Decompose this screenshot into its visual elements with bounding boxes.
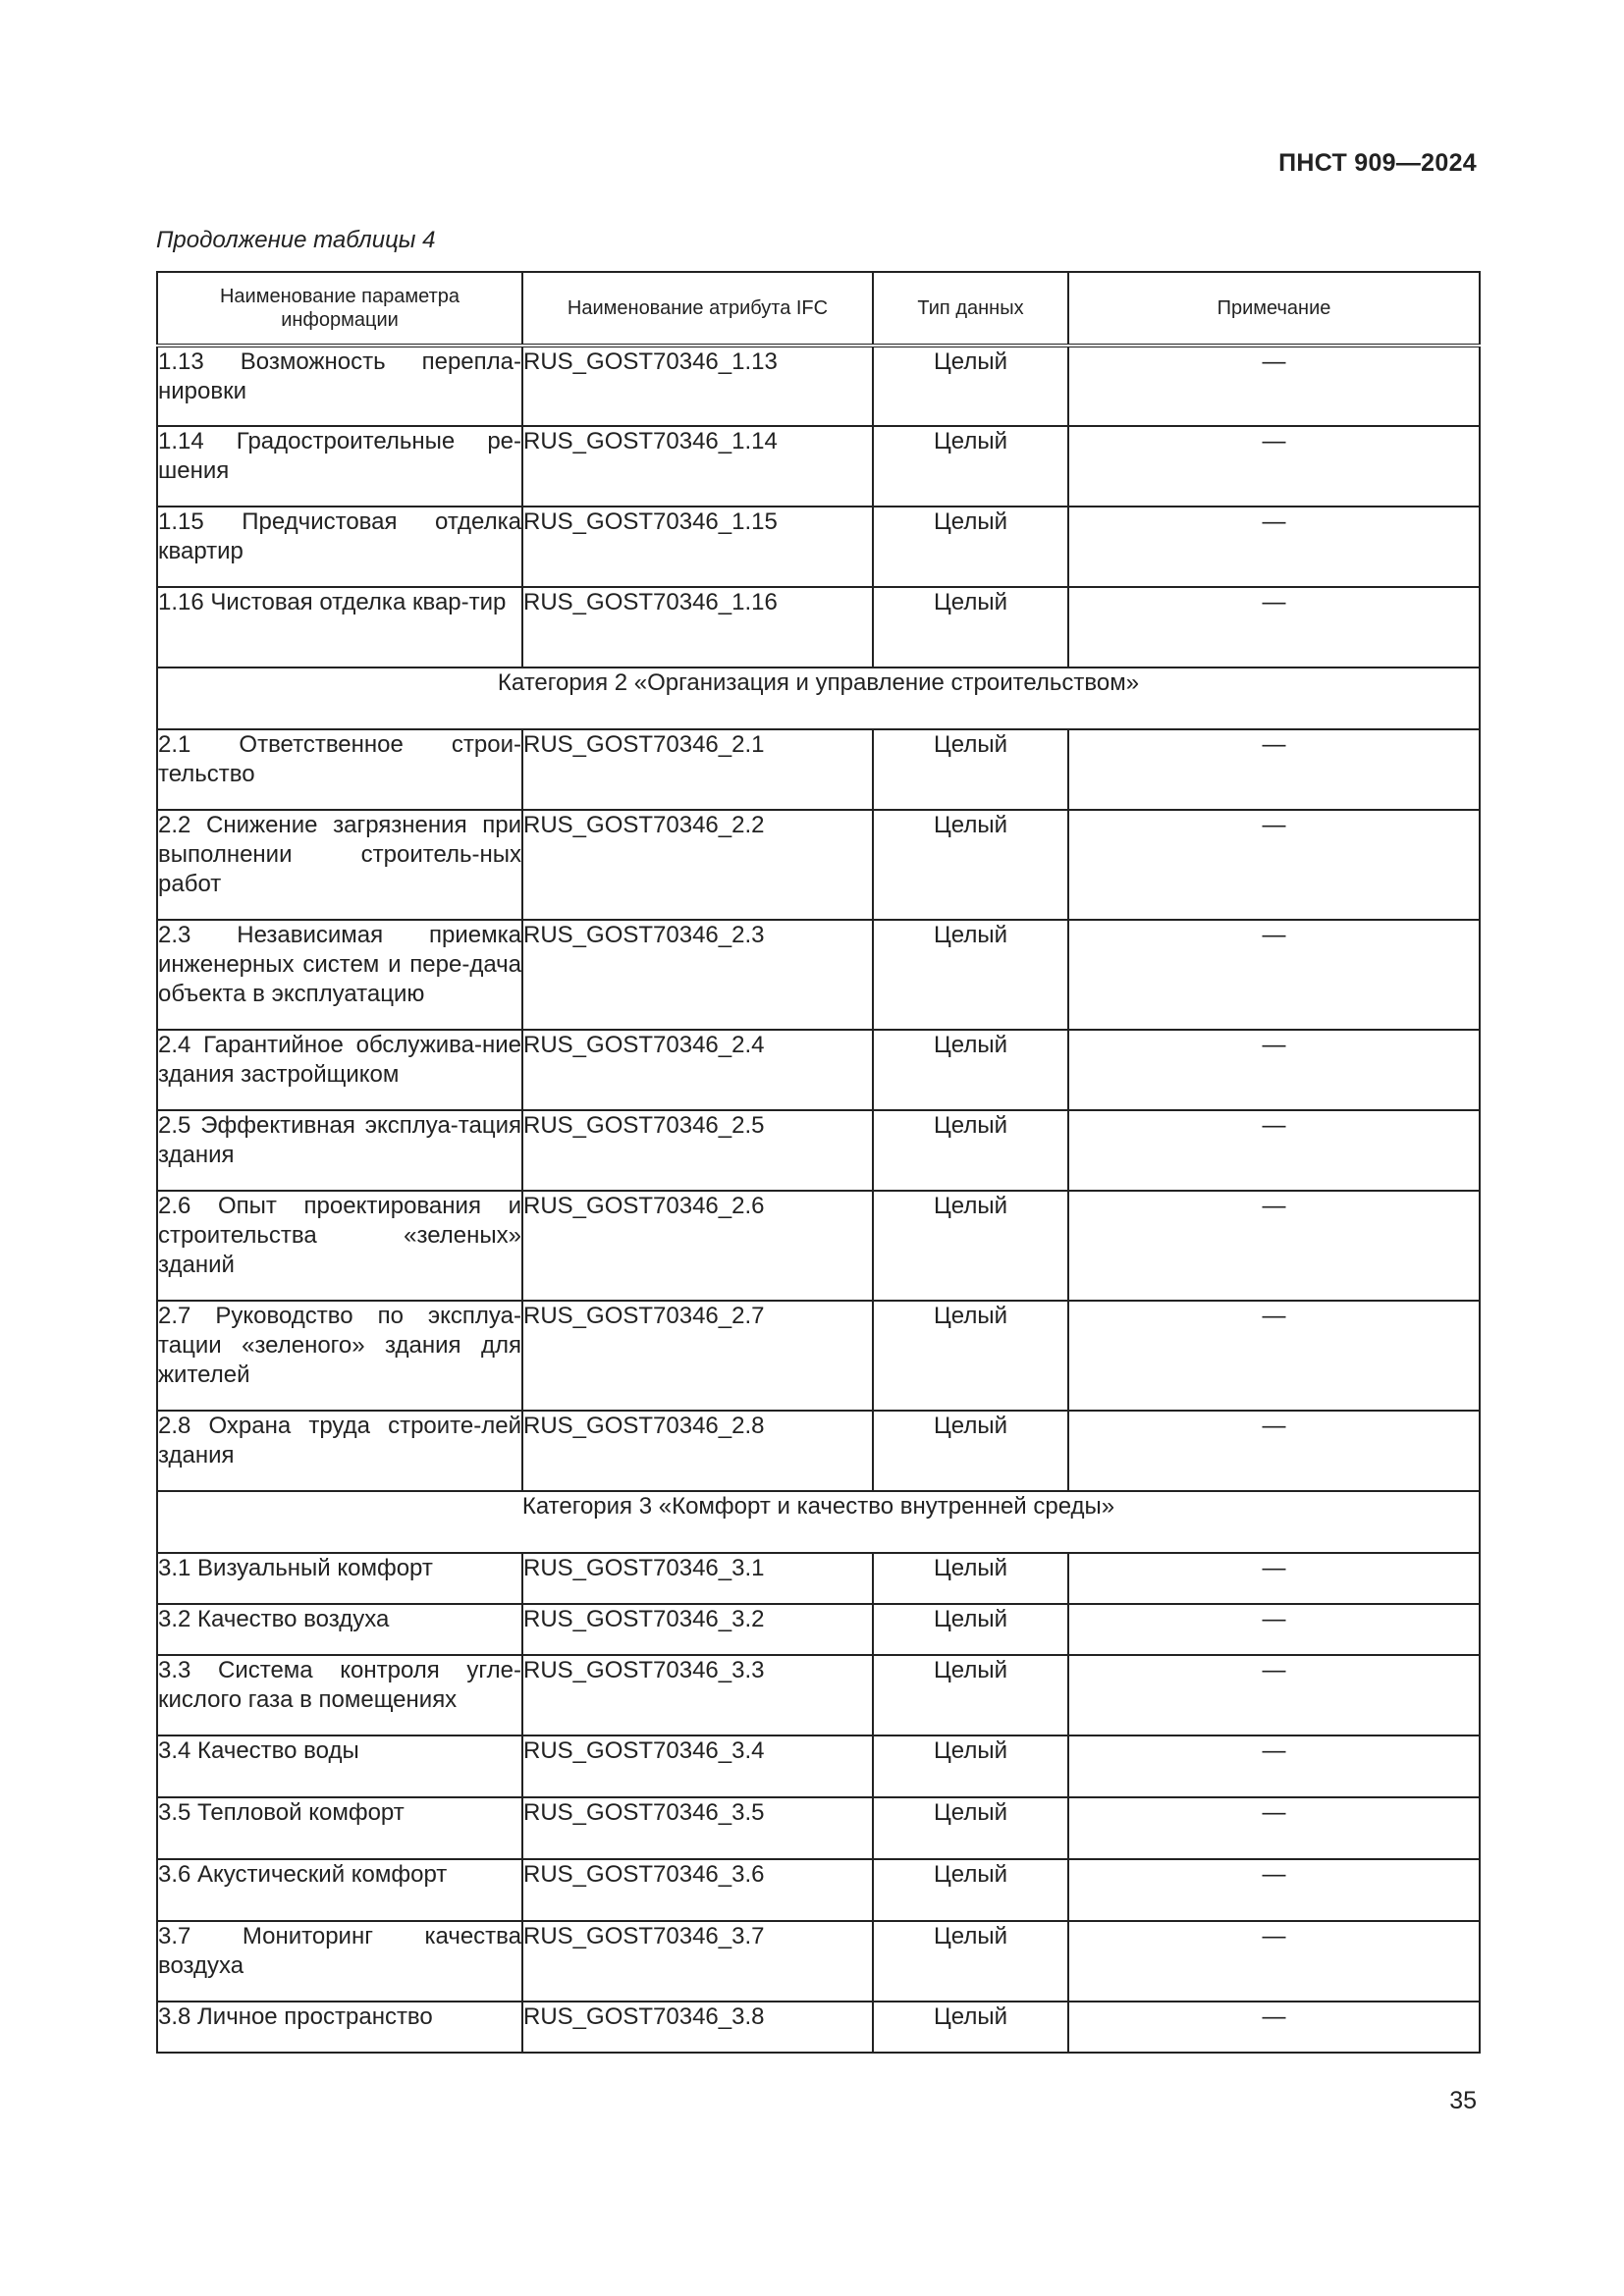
ifc-attribute: RUS_GOST70346_2.4 — [522, 1030, 873, 1110]
category-title: Категория 3 «Комфорт и качество внутренней среды» — [157, 1491, 1480, 1553]
ifc-attribute: RUS_GOST70346_2.1 — [522, 729, 873, 810]
note: — — [1068, 587, 1480, 667]
category-row — [157, 667, 1480, 729]
param-name: 1.14 Градостроительные ре-шения — [157, 426, 522, 507]
param-name: 3.4 Качество воды — [157, 1735, 522, 1797]
table-row — [157, 1797, 1480, 1859]
data-type: Целый — [873, 729, 1068, 810]
note: — — [1068, 2002, 1480, 2053]
param-name: 3.3 Система контроля угле-кислого газа в помещениях — [157, 1655, 522, 1735]
data-type: Целый — [873, 587, 1068, 667]
table-row — [157, 1735, 1480, 1797]
data-type: Целый — [873, 1411, 1068, 1491]
param-name: 3.7 Мониторинг качества воздуха — [157, 1921, 522, 2002]
table-row — [157, 729, 1480, 810]
note: — — [1068, 1301, 1480, 1411]
table-header — [157, 272, 1480, 346]
table-row — [157, 1110, 1480, 1191]
table-row — [157, 1921, 1480, 2002]
table-row — [157, 1859, 1480, 1921]
ifc-attribute: RUS_GOST70346_2.6 — [522, 1191, 873, 1301]
page-number: 35 — [1449, 2087, 1477, 2114]
param-name: 2.2 Снижение загрязнения при выполнении строитель-ных работ — [157, 810, 522, 920]
table-row — [157, 920, 1480, 1030]
data-type: Целый — [873, 920, 1068, 1030]
table-caption: Продолжение таблицы 4 — [156, 227, 436, 253]
table-row — [157, 1553, 1480, 1604]
data-type: Целый — [873, 426, 1068, 507]
category-title: Категория 2 «Организация и управление строительством» — [157, 667, 1480, 729]
document-code: ПНСТ 909—2024 — [1278, 149, 1477, 177]
note: — — [1068, 1553, 1480, 1604]
param-name: 1.13 Возможность перепла-нировки — [157, 346, 522, 426]
param-name: 2.8 Охрана труда строите-лей здания — [157, 1411, 522, 1491]
column-header-note: Примечание — [1068, 272, 1480, 346]
table-row — [157, 426, 1480, 507]
data-type: Целый — [873, 1735, 1068, 1797]
note: — — [1068, 1735, 1480, 1797]
ifc-attribute: RUS_GOST70346_1.15 — [522, 507, 873, 587]
param-name: 1.16 Чистовая отделка квар-тир — [157, 587, 522, 667]
param-name: 2.4 Гарантийное обслужива-ние здания застройщиком — [157, 1030, 522, 1110]
param-name: 3.1 Визуальный комфорт — [157, 1553, 522, 1604]
data-type: Целый — [873, 2002, 1068, 2053]
ifc-attribute: RUS_GOST70346_3.1 — [522, 1553, 873, 1604]
column-header-type: Тип данных — [873, 272, 1068, 346]
param-name: 3.2 Качество воздуха — [157, 1604, 522, 1655]
param-name: 3.5 Тепловой комфорт — [157, 1797, 522, 1859]
ifc-attribute: RUS_GOST70346_1.14 — [522, 426, 873, 507]
ifc-attribute: RUS_GOST70346_2.7 — [522, 1301, 873, 1411]
note: — — [1068, 1030, 1480, 1110]
ifc-attribute: RUS_GOST70346_3.7 — [522, 1921, 873, 2002]
note: — — [1068, 810, 1480, 920]
data-type: Целый — [873, 1553, 1068, 1604]
table-row — [157, 1301, 1480, 1411]
note: — — [1068, 1604, 1480, 1655]
ifc-attribute: RUS_GOST70346_2.5 — [522, 1110, 873, 1191]
data-type: Целый — [873, 507, 1068, 587]
param-name: 2.7 Руководство по эксплуа-тации «зеленого» здания для жителей — [157, 1301, 522, 1411]
table-row — [157, 346, 1480, 426]
param-name: 2.5 Эффективная эксплуа-тация здания — [157, 1110, 522, 1191]
data-type: Целый — [873, 1191, 1068, 1301]
note: — — [1068, 346, 1480, 426]
note: — — [1068, 1655, 1480, 1735]
data-type: Целый — [873, 1655, 1068, 1735]
table-row — [157, 2002, 1480, 2053]
table-row — [157, 507, 1480, 587]
note: — — [1068, 1191, 1480, 1301]
data-type: Целый — [873, 1030, 1068, 1110]
note: — — [1068, 426, 1480, 507]
note: — — [1068, 1411, 1480, 1491]
category-row — [157, 1491, 1480, 1553]
column-header-attr: Наименование атрибута IFC — [522, 272, 873, 346]
data-type: Целый — [873, 1921, 1068, 2002]
note: — — [1068, 1797, 1480, 1859]
table-row — [157, 587, 1480, 667]
ifc-attribute: RUS_GOST70346_3.3 — [522, 1655, 873, 1735]
note: — — [1068, 920, 1480, 1030]
note: — — [1068, 729, 1480, 810]
ifc-attribute: RUS_GOST70346_3.5 — [522, 1797, 873, 1859]
table-row — [157, 1411, 1480, 1491]
table-row — [157, 1030, 1480, 1110]
table-row — [157, 1191, 1480, 1301]
note: — — [1068, 1859, 1480, 1921]
ifc-attribute: RUS_GOST70346_3.6 — [522, 1859, 873, 1921]
ifc-attribute: RUS_GOST70346_1.16 — [522, 587, 873, 667]
ifc-attribute: RUS_GOST70346_2.8 — [522, 1411, 873, 1491]
data-type: Целый — [873, 1301, 1068, 1411]
note: — — [1068, 1921, 1480, 2002]
ifc-attribute: RUS_GOST70346_2.3 — [522, 920, 873, 1030]
data-type: Целый — [873, 810, 1068, 920]
data-type: Целый — [873, 1604, 1068, 1655]
note: — — [1068, 507, 1480, 587]
data-type: Целый — [873, 346, 1068, 426]
param-name: 2.1 Ответственное строи-тельство — [157, 729, 522, 810]
ifc-attribute: RUS_GOST70346_3.2 — [522, 1604, 873, 1655]
data-type: Целый — [873, 1859, 1068, 1921]
param-name: 2.6 Опыт проектирования и строительства «зеленых» зданий — [157, 1191, 522, 1301]
parameters-table — [156, 271, 1481, 2054]
ifc-attribute: RUS_GOST70346_3.8 — [522, 2002, 873, 2053]
note: — — [1068, 1110, 1480, 1191]
table-row — [157, 1604, 1480, 1655]
ifc-attribute: RUS_GOST70346_1.13 — [522, 346, 873, 426]
data-type: Целый — [873, 1110, 1068, 1191]
table-row — [157, 810, 1480, 920]
table-row — [157, 1655, 1480, 1735]
ifc-attribute: RUS_GOST70346_2.2 — [522, 810, 873, 920]
param-name: 1.15 Предчистовая отделка квартир — [157, 507, 522, 587]
column-header-name: Наименование параметра информации — [157, 272, 522, 346]
param-name: 3.6 Акустический комфорт — [157, 1859, 522, 1921]
ifc-attribute: RUS_GOST70346_3.4 — [522, 1735, 873, 1797]
data-type: Целый — [873, 1797, 1068, 1859]
param-name: 2.3 Независимая приемка инженерных систем и пере-дача объекта в эксплуатацию — [157, 920, 522, 1030]
param-name: 3.8 Личное пространство — [157, 2002, 522, 2053]
